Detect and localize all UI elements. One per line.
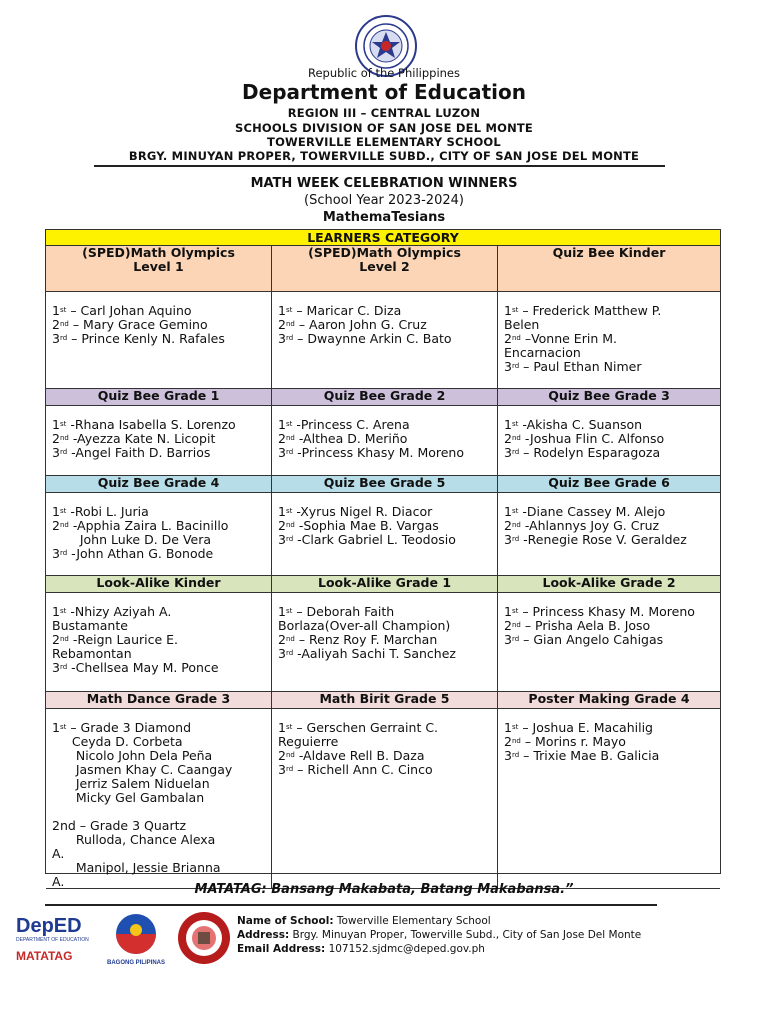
category-title: Math Dance Grade 3: [46, 692, 272, 708]
winner-entry: 3rd -Angel Faith D. Barrios: [52, 445, 211, 460]
department-title: Department of Education: [242, 80, 526, 104]
category-header-row: [46, 245, 720, 292]
winner-entry: 2nd -Reign Laurice E.: [52, 632, 179, 647]
winner-entry: 3rd -Princess Khasy M. Moreno: [278, 445, 465, 460]
deped-subtitle: DEPARTMENT OF EDUCATION: [16, 937, 89, 943]
category-title: Quiz Bee Grade 2: [272, 389, 498, 405]
winner-entry-continued: Rebamontan: [52, 646, 132, 661]
winner-entry-continued: Micky Gel Gambalan: [52, 790, 205, 805]
winner-entry: 1st – Carl Johan Aquino: [52, 303, 192, 318]
winners-cell: [272, 592, 498, 691]
email-value[interactable]: 107152.sjdmc@deped.gov.ph: [328, 943, 485, 955]
winner-entry: 2nd – Morins r. Mayo: [504, 734, 626, 749]
winner-entry: 1st -Akisha C. Suanson: [504, 417, 643, 432]
winner-entry-continued: 2nd – Grade 3 Quartz: [52, 818, 187, 833]
deped-logo-icon: [16, 915, 89, 963]
winners-cell: [46, 592, 272, 691]
winner-entry: 1st – Joshua E. Macahilig: [504, 720, 653, 735]
winner-entry: 3rd -Chellsea May M. Ponce: [52, 660, 219, 675]
address-value: Brgy. Minuyan Proper, Towerville Subd., City of San Jose Del Monte: [292, 929, 642, 941]
winner-entry: 2nd -Ayezza Kate N. Licopit: [52, 431, 216, 446]
winner-entry: 1st -Diane Cassey M. Alejo: [504, 504, 666, 519]
school-address: BRGY. MINUYAN PROPER, TOWERVILLE SUBD., CITY OF SAN JOSE DEL MONTE: [128, 149, 640, 163]
winners-cell: [498, 405, 720, 475]
footer-logos: [14, 910, 234, 970]
category-title: Look-Alike Grade 2: [542, 575, 676, 590]
winner-entry-continued: Borlaza(Over-all Champion): [278, 618, 451, 633]
winners-row: [46, 291, 720, 389]
winner-entry: 1st -Xyrus Nigel R. Diacor: [278, 504, 433, 519]
winners-row: [46, 592, 720, 692]
winner-entry-continued: Manipol, Jessie Brianna: [52, 860, 221, 875]
winner-entry: 2nd – Mary Grace Gemino: [52, 317, 208, 332]
winners-cell: [498, 492, 720, 575]
winners-cell: [46, 708, 272, 888]
winner-entry: 2nd -Aldave Rell B. Daza: [278, 748, 425, 763]
school-name-value: Towerville Elementary School: [336, 915, 491, 927]
winner-entry-continued: Jerriz Salem Niduelan: [52, 776, 210, 791]
winner-entry-continued: Belen: [504, 317, 540, 332]
winner-entry: 2nd -Sophia Mae B. Vargas: [278, 518, 439, 533]
address-line: [237, 928, 641, 942]
winners-cell: [498, 291, 720, 388]
school-text: TOWERVILLE ELEMENTARY SCHOOL: [267, 135, 501, 149]
winner-entry-continued: [52, 805, 265, 819]
winner-entry: 3rd -Renegie Rose V. Geraldez: [504, 532, 687, 547]
region-text: REGION III – CENTRAL LUZON: [287, 106, 481, 120]
winner-entry: 3rd – Trixie Mae B. Galicia: [504, 748, 660, 763]
address-label: Address:: [237, 929, 290, 941]
winners-cell: [46, 405, 272, 475]
winner-entry-continued: A.: [52, 874, 65, 889]
category-title: Look-Alike Grade 1: [272, 576, 498, 592]
category-title: Quiz Bee Grade 3: [548, 388, 670, 403]
winners-row: [46, 708, 720, 889]
winner-entry: 1st -Princess C. Arena: [278, 417, 410, 432]
winners-cell: [498, 708, 720, 888]
division-text: SCHOOLS DIVISION OF SAN JOSE DEL MONTE: [234, 121, 533, 135]
winner-entry: 2nd – Aaron John G. Cruz: [278, 317, 427, 332]
winner-entry: 3rd -John Athan G. Bonode: [52, 546, 214, 561]
category-header-row: [46, 388, 720, 406]
winner-entry-continued: Rulloda, Chance Alexa: [52, 832, 216, 847]
theme-text: MathemaTesians: [322, 210, 446, 225]
winners-cell: [46, 492, 272, 575]
school-seal-icon: [178, 912, 230, 964]
school-name-line: [237, 914, 641, 928]
winner-entry: 2nd – Renz Roy F. Marchan: [278, 632, 438, 647]
winner-entry-continued: Encarnacion: [504, 345, 581, 360]
category-header-row: [46, 575, 720, 593]
deped-wordmark: DepED: [16, 915, 82, 937]
winner-entry: 2nd -Joshua Flin C. Alfonso: [504, 431, 665, 446]
winner-entry: 1st – Deborah Faith: [278, 604, 395, 619]
winner-entry: 3rd – Richell Ann C. Cinco: [278, 762, 433, 777]
winner-entry: 1st – Gerschen Gerraint C.: [278, 720, 439, 735]
winner-entry: 3rd -Aaliyah Sachi T. Sanchez: [278, 646, 456, 661]
category-title: Quiz Bee Kinder: [552, 245, 666, 260]
footer-divider: [45, 904, 657, 906]
winner-entry: 1st – Maricar C. Diza: [278, 303, 402, 318]
winner-entry: 3rd – Prince Kenly N. Rafales: [52, 331, 225, 346]
matatag-wordmark: MATATAG: [16, 949, 73, 963]
winners-row: [46, 492, 720, 576]
winner-entry-continued: Jasmen Khay C. Caangay: [52, 762, 233, 777]
category-title: Quiz Bee Grade 4: [46, 476, 272, 492]
school-contact-info: [237, 914, 641, 956]
category-title: Quiz Bee Grade 6: [548, 475, 670, 490]
bagong-pilipinas-logo-icon: [107, 914, 165, 966]
category-title: Quiz Bee Grade 1: [46, 389, 272, 405]
category-header-row: [46, 475, 720, 493]
category-title: Look-Alike Kinder: [46, 576, 272, 592]
winner-entry: 1st – Princess Khasy M. Moreno: [504, 604, 695, 619]
category-title: Quiz Bee Grade 5: [272, 476, 498, 492]
winner-entry: 3rd – Rodelyn Esparagoza: [504, 445, 661, 460]
school-name-label: Name of School:: [237, 915, 334, 927]
winner-entry-continued: Ceyda D. Corbeta: [52, 734, 183, 749]
winner-entry: 3rd – Gian Angelo Cahigas: [504, 632, 664, 647]
republic-text: Republic of the Philippines: [307, 66, 461, 80]
winners-cell: [272, 492, 498, 575]
winner-entry-continued: John Luke D. De Vera: [52, 532, 212, 547]
document-title: MATH WEEK CELEBRATION WINNERS: [250, 176, 518, 191]
bagong-pilipinas-label: BAGONG PILIPINAS: [106, 960, 166, 966]
winner-entry: 3rd – Paul Ethan Nimer: [504, 359, 642, 374]
winner-entry-continued: Bustamante: [52, 618, 128, 633]
category-title: Poster Making Grade 4: [528, 691, 690, 706]
winner-entry: 1st -Rhana Isabella S. Lorenzo: [52, 417, 236, 432]
winners-cell: [498, 592, 720, 691]
winner-entry-continued: Nicolo John Dela Peña: [52, 748, 213, 763]
winner-entry-continued: A.: [52, 846, 65, 861]
category-title: (SPED)Math Olympics Level 1: [46, 246, 272, 291]
school-year: (School Year 2023-2024): [304, 193, 464, 208]
winner-entry: 1st – Frederick Matthew P.: [504, 303, 662, 318]
winners-cell: [46, 291, 272, 388]
header-divider: [94, 165, 665, 167]
email-line: [237, 942, 641, 956]
category-header-row: [46, 691, 720, 709]
winner-entry: 1st -Nhizy Aziyah A.: [52, 604, 172, 619]
matatag-motto: MATATAG: Bansang Makabata, Batang Makabansa.”: [194, 882, 574, 897]
winners-table: [45, 229, 721, 889]
winners-cell: [272, 291, 498, 388]
winner-entry: 2nd –Vonne Erin M.: [504, 331, 617, 346]
winner-entry: 1st – Grade 3 Diamond: [52, 720, 192, 735]
category-title: (SPED)Math Olympics Level 2: [272, 246, 498, 291]
winners-cell: [272, 708, 498, 888]
email-label: Email Address:: [237, 943, 326, 955]
winner-entry: 1st -Robi L. Juria: [52, 504, 149, 519]
winner-entry: 3rd – Dwaynne Arkin C. Bato: [278, 331, 452, 346]
winner-entry: 3rd -Clark Gabriel L. Teodosio: [278, 532, 456, 547]
winner-entry: 2nd -Apphia Zaira L. Bacinillo: [52, 518, 229, 533]
winners-cell: [272, 405, 498, 475]
winner-entry-continued: Reguierre: [278, 734, 339, 749]
category-title: Math Birit Grade 5: [272, 692, 498, 708]
winner-entry: 2nd – Prisha Aela B. Joso: [504, 618, 651, 633]
winner-entry: 2nd -Ahlannys Joy G. Cruz: [504, 518, 660, 533]
learners-category-banner: LEARNERS CATEGORY: [46, 230, 720, 246]
winners-row: [46, 405, 720, 476]
winner-entry: 2nd -Althea D. Meriño: [278, 431, 408, 446]
